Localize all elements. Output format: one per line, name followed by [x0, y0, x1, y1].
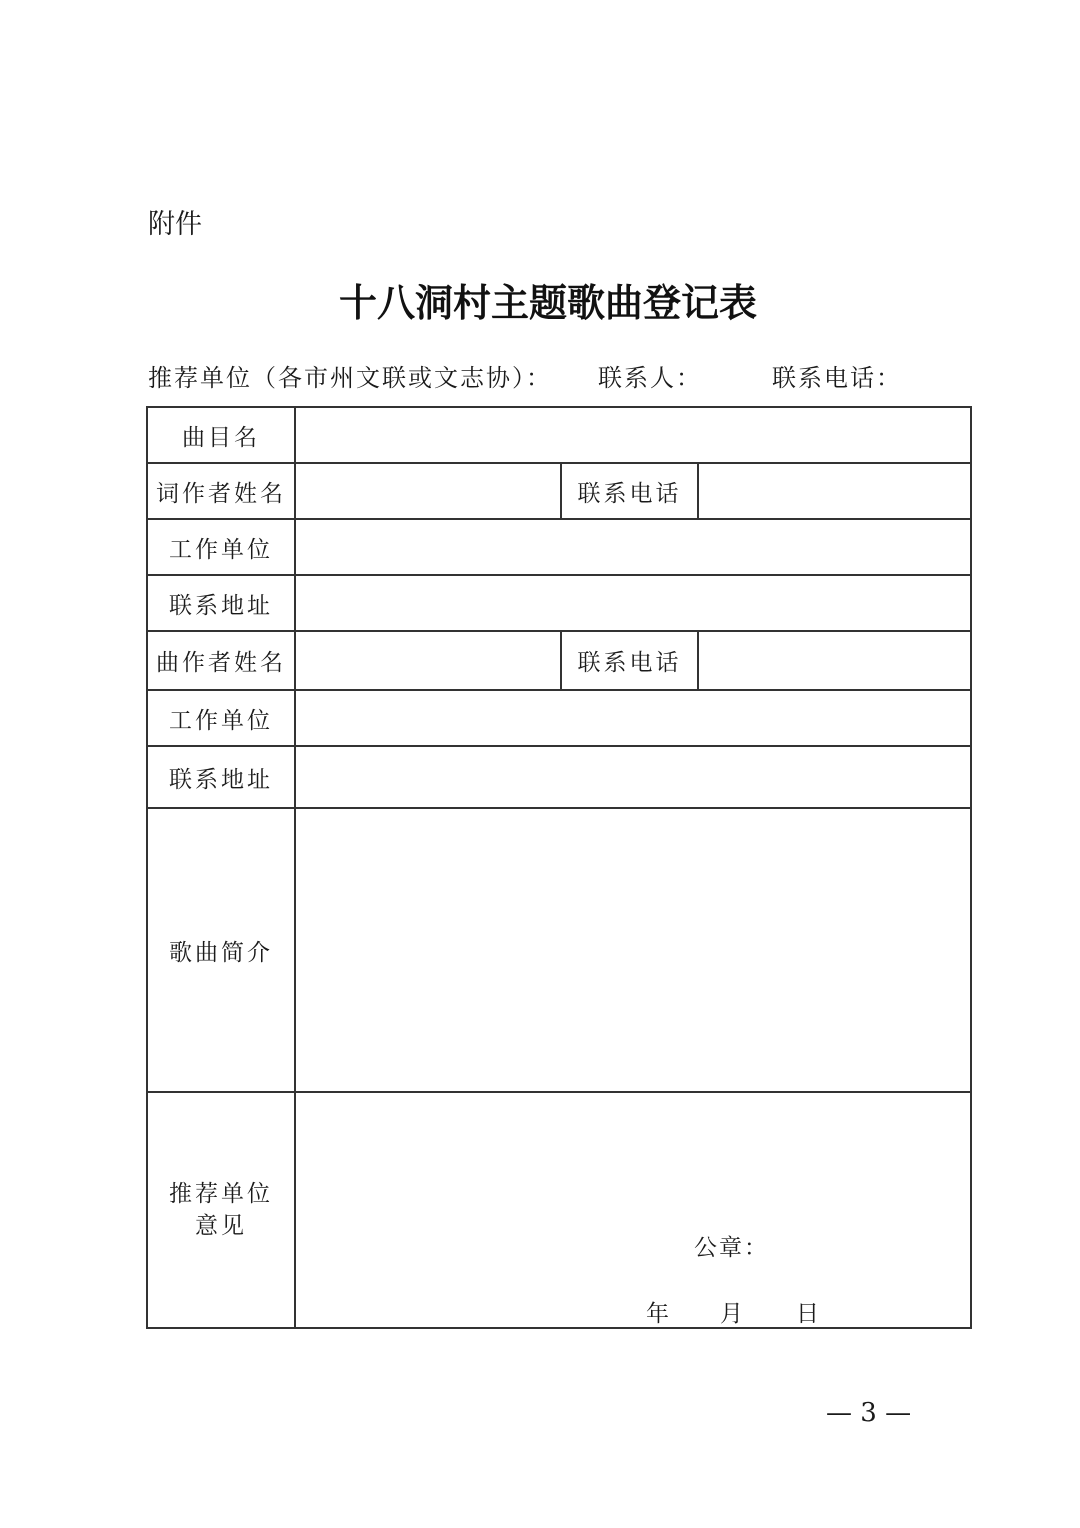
lyricist-address-label: 联系地址: [147, 575, 295, 631]
song-intro-field[interactable]: [295, 808, 971, 1092]
form-row: [147, 631, 971, 690]
recommend-opinion-label-line2: 意见: [195, 1213, 247, 1239]
lyricist-name-label: 词作者姓名: [147, 463, 295, 519]
form-row: [147, 746, 971, 808]
form-row: [147, 575, 971, 631]
official-seal-label: 公章：: [694, 1235, 769, 1261]
recommend-unit-label: 推荐单位（各市州文联或文志协）：: [148, 364, 552, 392]
lyricist-name-field[interactable]: [295, 463, 561, 519]
composer-phone-label: 联系电话: [561, 631, 698, 690]
composer-address-label: 联系地址: [147, 746, 295, 808]
song-name-label: 曲目名: [147, 407, 295, 463]
composer-name-field[interactable]: [295, 631, 561, 690]
composer-name-label: 曲作者姓名: [147, 631, 295, 690]
form-row: [147, 690, 971, 746]
form-row: [147, 407, 971, 463]
lyricist-phone-label: 联系电话: [561, 463, 698, 519]
recommend-opinion-label-line1: 推荐单位: [169, 1181, 273, 1207]
date-day-label: 日: [796, 1301, 822, 1327]
composer-phone-field[interactable]: [698, 631, 971, 690]
contact-person-label: 联系人：: [598, 364, 702, 392]
song-intro-label: 歌曲简介: [147, 808, 295, 1092]
composer-work-unit-field[interactable]: [295, 690, 971, 746]
lyricist-phone-field[interactable]: [698, 463, 971, 519]
date-year-label: 年: [646, 1301, 672, 1327]
page-title: 十八洞村主题歌曲登记表: [338, 280, 757, 325]
recommend-opinion-field[interactable]: [295, 1092, 971, 1328]
attachment-label: 附件: [148, 209, 202, 240]
form-row: [147, 808, 971, 1092]
lyricist-work-unit-label: 工作单位: [147, 519, 295, 575]
composer-work-unit-label: 工作单位: [147, 690, 295, 746]
contact-phone-label: 联系电话：: [772, 364, 902, 392]
form-row: [147, 463, 971, 519]
song-name-field[interactable]: [295, 407, 971, 463]
date-month-label: 月: [720, 1301, 746, 1327]
form-row: [147, 519, 971, 575]
composer-address-field[interactable]: [295, 746, 971, 808]
lyricist-work-unit-field[interactable]: [295, 519, 971, 575]
recommend-opinion-label: [147, 1092, 295, 1328]
registration-form: [146, 406, 972, 1329]
lyricist-address-field[interactable]: [295, 575, 971, 631]
form-row: [147, 1092, 971, 1328]
page-number: — 3 —: [826, 1398, 912, 1428]
